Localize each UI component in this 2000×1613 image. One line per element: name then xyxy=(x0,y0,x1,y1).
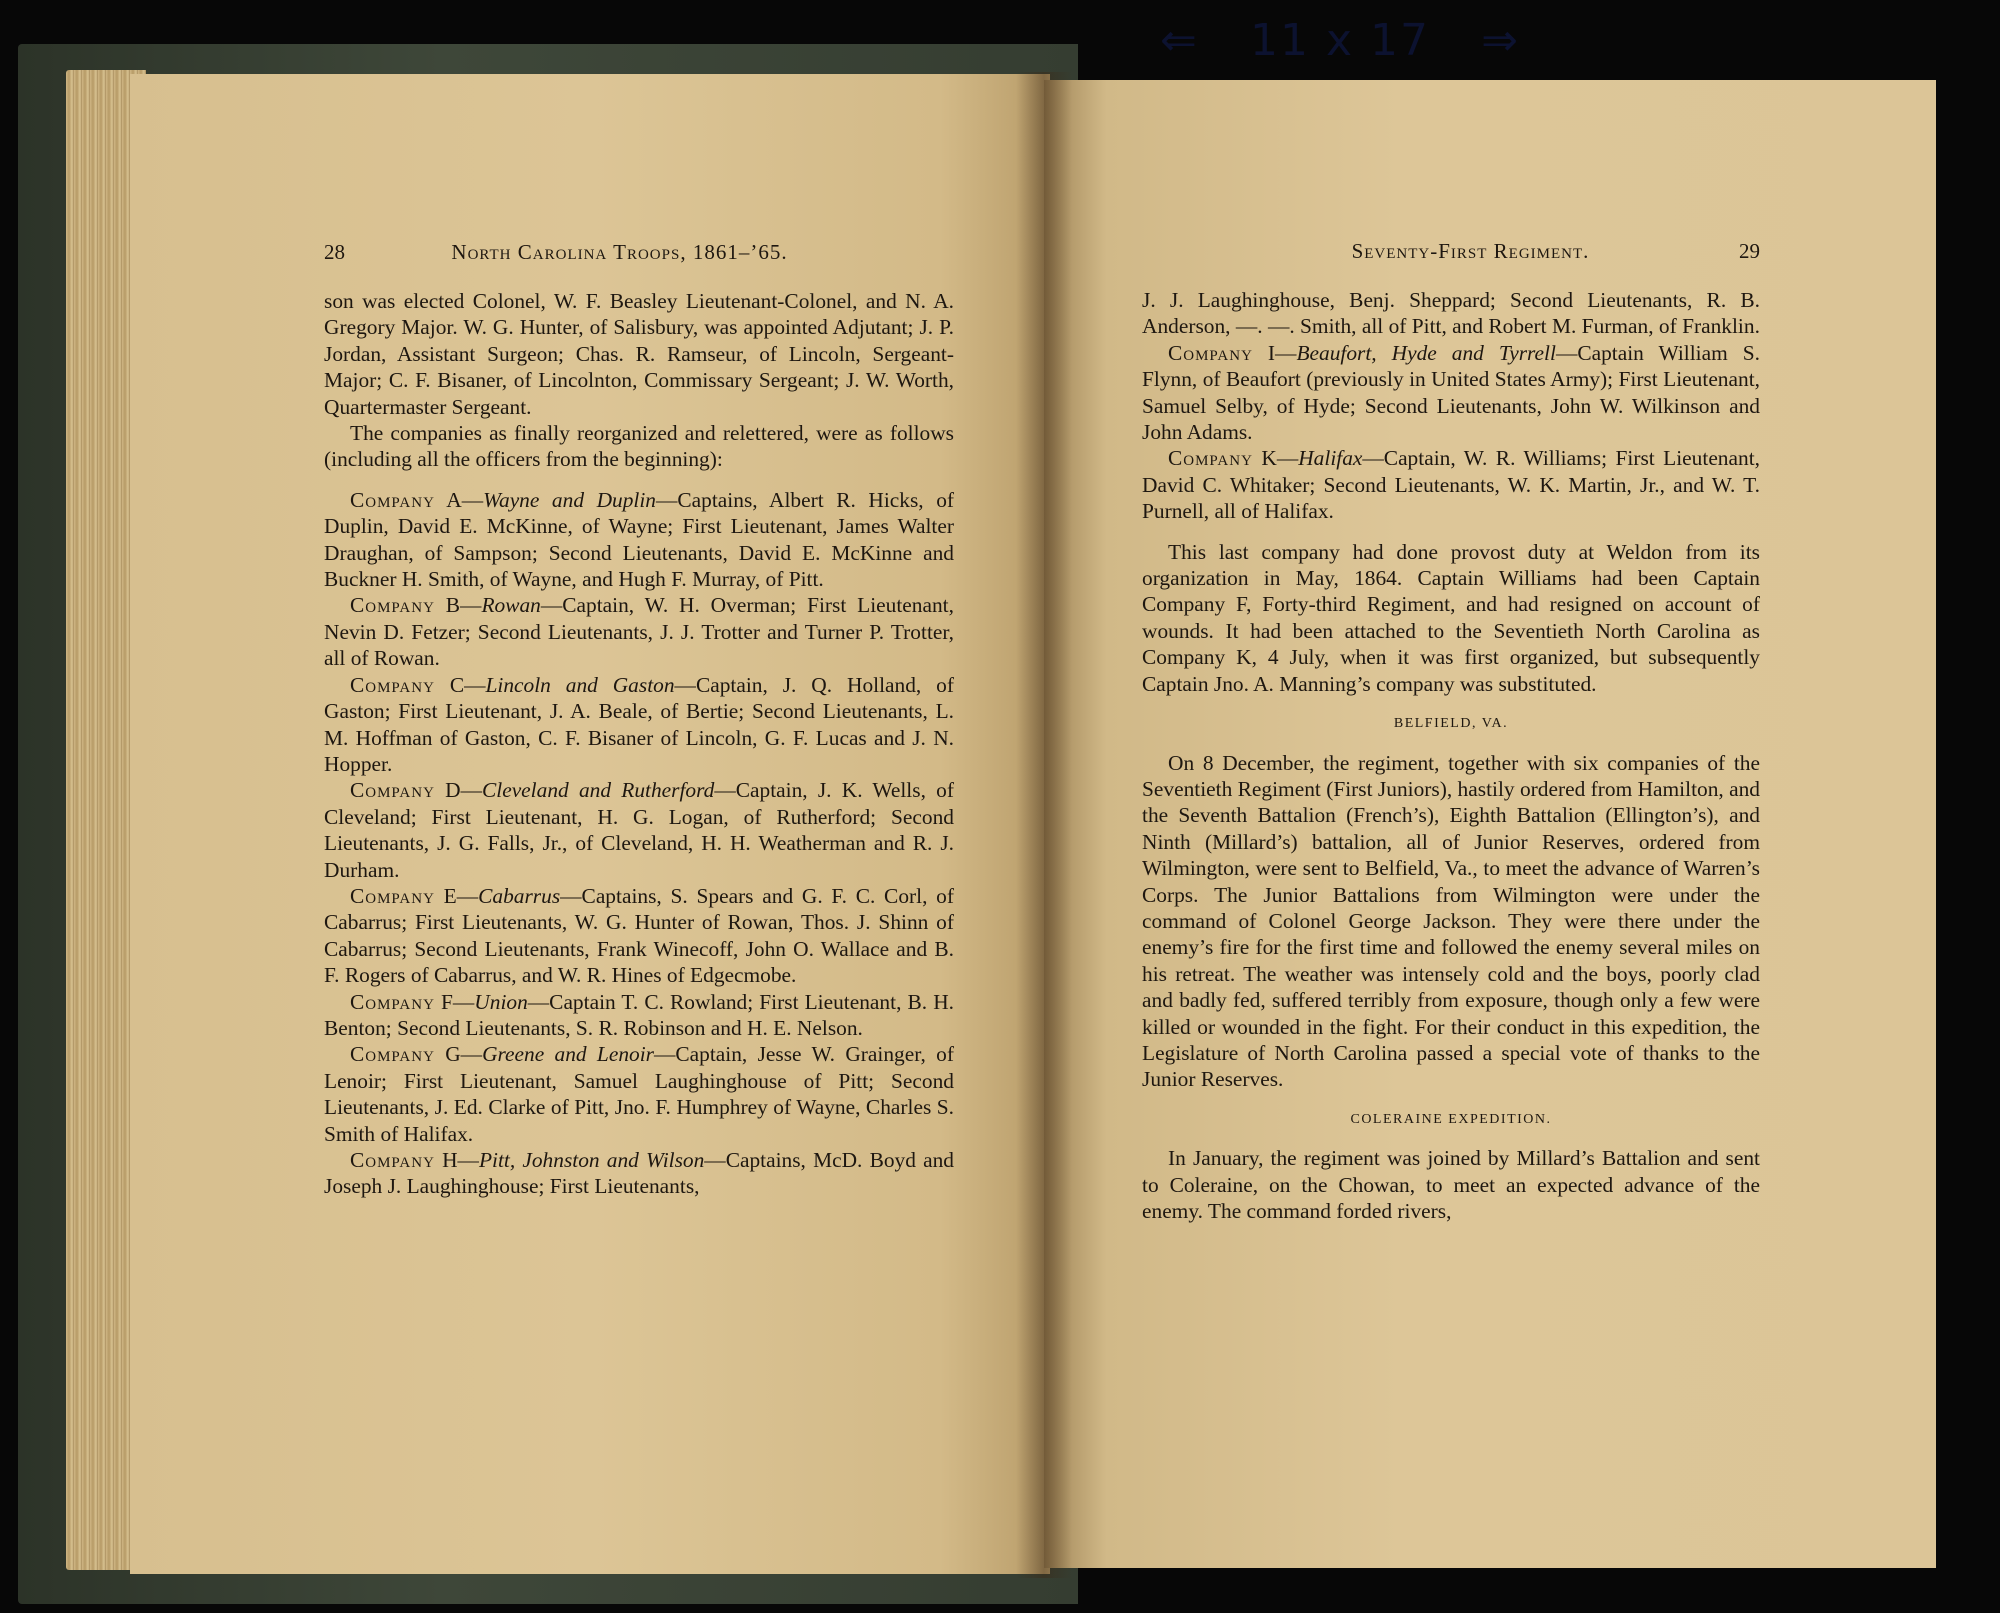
book-gutter xyxy=(1016,72,1072,1578)
company-place: Rowan xyxy=(481,593,541,618)
company-text: —Captain, J. K. Wells, of Cleveland; First Lieutenant, H. G. Logan, of Rutherford; Second Lieutenants, J. G. Falls, Jr., of Cleveland, H. H. Weatherman and R. J. Durham. xyxy=(324,778,954,882)
company-label: Company xyxy=(350,487,435,512)
company-place: Wayne and Duplin xyxy=(483,487,657,512)
company-entry xyxy=(324,777,954,883)
company-letter: A— xyxy=(446,487,484,512)
scan-size-text: 11 x 17 xyxy=(1250,14,1430,66)
page-number: 28 xyxy=(324,240,345,264)
company-letter: C— xyxy=(449,672,486,697)
company-text: —Captains, McD. Boyd and Joseph J. Laughinghouse; First Lieutenants, xyxy=(324,1148,954,1199)
company-text: —Captain William S. Flynn, of Beaufort (previously in United States Army); First Lieutenant, Samuel Selby, of Hyde; Second Lieutenants, John W. Wilkinson and John Adams. xyxy=(1142,340,1760,445)
company-entry xyxy=(324,487,954,593)
company-entry xyxy=(324,883,954,989)
left-page xyxy=(130,74,1050,1574)
running-title: North Carolina Troops, 1861–’65. xyxy=(451,240,788,264)
company-letter: D— xyxy=(445,778,482,803)
company-letter: I— xyxy=(1267,340,1297,365)
left-arrow-icon: ⇐ xyxy=(1160,14,1199,66)
company-text: —Captains, S. Spears and G. F. C. Corl, of Cabarrus; First Lieutenants, W. G. Hunter of Rowan, Thos. J. Shinn of Cabarrus; Second Lieutenants, Frank Winecoff, John O. Wallace and B. F. Rogers of Cabarrus, and W. R. Hines of Edgecmobe. xyxy=(324,883,954,988)
page-number: 29 xyxy=(1739,239,1760,263)
company-label: Company xyxy=(350,672,435,697)
right-arrow-icon: ⇒ xyxy=(1481,14,1520,66)
paragraph: The companies as finally reorganized and relettered, were as follows (including all the officers from the beginning): xyxy=(324,421,954,472)
paragraph: J. J. Laughinghouse, Benj. Sheppard; Second Lieutenants, R. B. Anderson, —. —. Smith, all of Pitt, and Robert M. Furman, of Franklin. xyxy=(1142,288,1760,339)
company-place: Union xyxy=(474,989,528,1014)
company-letter: E— xyxy=(443,883,479,908)
company-text: —Captain, J. Q. Holland, of Gaston; First Lieutenant, J. A. Beale, of Bertie; Second Lieutenants, L. M. Hoffman of Gaston, C. F. Bisaner of Lincoln, G. F. Lucas and J. N. Hopper. xyxy=(324,672,954,776)
section-heading-coleraine: COLERAINE EXPEDITION. xyxy=(1350,1111,1552,1127)
company-entry xyxy=(324,672,954,778)
company-label: Company xyxy=(350,883,435,908)
company-text: —Captain, W. H. Overman; First Lieutenant, Nevin D. Fetzer; Second Lieutenants, J. J. Trotter and Turner P. Trotter, all of Rowan. xyxy=(324,593,954,671)
right-text-column xyxy=(1142,287,1760,1224)
company-label: Company xyxy=(350,1042,435,1067)
company-label: Company xyxy=(350,778,435,803)
company-text: —Captain T. C. Rowland; First Lieutenant, B. H. Benton; Second Lieutenants, S. R. Robinson and H. E. Nelson. xyxy=(324,989,954,1040)
company-entry xyxy=(1142,340,1760,446)
left-running-head xyxy=(324,240,954,280)
company-place: Cabarrus xyxy=(478,883,561,908)
right-page xyxy=(1044,80,1936,1568)
company-place: Beaufort, Hyde and Tyrrell xyxy=(1296,340,1556,365)
company-label: Company xyxy=(350,1148,435,1172)
company-label: Company xyxy=(350,989,435,1014)
company-place: Pitt, Johnston and Wilson xyxy=(478,1148,705,1172)
left-text-column xyxy=(324,288,954,1200)
company-entry xyxy=(1142,445,1760,524)
company-label: Company xyxy=(1168,340,1253,365)
company-text: —Captain, W. R. Williams; First Lieutenant, David C. Whitaker; Second Lieutenants, W. K. Martin, Jr., and W. T. Purnell, all of Halifax. xyxy=(1142,446,1760,524)
section-heading-belfield: BELFIELD, VA. xyxy=(1393,716,1509,732)
company-text: —Captain, Jesse W. Grainger, of Lenoir; First Lieutenant, Samuel Laughinghouse of Pitt; Second Lieutenants, J. Ed. Clarke of Pitt, Jno. F. Humphrey of Wayne, Charles S. Smith of Halifax. xyxy=(324,1042,954,1146)
company-place: Cleveland and Rutherford xyxy=(481,778,715,803)
company-label: Company xyxy=(350,593,435,618)
paragraph: son was elected Colonel, W. F. Beasley Lieutenant-Colonel, and N. A. Gregory Major. W. G. Hunter, of Salisbury, was appointed Adjutant; J. P. Jordan, Assistant Surgeon; Chas. R. Ramseur, of Lincoln, Sergeant-Major; C. F. Bisaner, of Lincolnton, Commissary Sergeant; J. W. Worth, Quartermaster Sergeant. xyxy=(324,289,954,419)
company-letter: H— xyxy=(442,1148,479,1172)
company-entry xyxy=(324,989,954,1042)
company-label: Company xyxy=(1168,446,1253,471)
company-place: Halifax xyxy=(1298,446,1363,471)
paragraph: On 8 December, the regiment, together with six companies of the Seventieth Regiment (First Juniors), hastily ordered from Hamilton, and the Seventh Battalion (French’s), Eighth Battalion (Ellington’s), and Ninth (Millard’s) battalion, all of Junior Reserves, ordered from Wilmington, were sent to Belfield, Va., to meet the advance of Warren’s Corps. The Junior Battalions from Wilmington were under the command of Colonel George Jackson. They were there under the enemy’s fire for the first time and followed the enemy several miles on his retreat. The weather was intensely cold and the boys, poorly clad and badly fed, suffered terribly from exposure, though only a few were killed or wounded in the fight. For their conduct in this expedition, the Legislature of North Carolina passed a special vote of thanks to the Junior Reserves. xyxy=(1142,750,1760,1092)
company-letter: F— xyxy=(441,989,475,1014)
company-text: —Captains, Albert R. Hicks, of Duplin, David E. McKinne, of Wayne; First Lieutenant, James Walter Draughan, of Sampson; Second Lieutenants, David E. McKinne and Buckner H. Smith, of Wayne, and Hugh F. Murray, of Pitt. xyxy=(324,487,955,592)
scanner-size-label xyxy=(1160,14,1520,66)
company-place: Lincoln and Gaston xyxy=(485,672,675,697)
company-entry xyxy=(324,1147,954,1200)
company-letter: G— xyxy=(445,1042,483,1067)
company-entry xyxy=(324,592,954,671)
company-entry xyxy=(324,1041,954,1147)
paragraph: In January, the regiment was joined by Millard’s Battalion and sent to Coleraine, on the Chowan, to meet an expected advance of the enemy. The command forded rivers, xyxy=(1142,1146,1760,1223)
right-running-head xyxy=(1142,239,1760,279)
company-letter: K— xyxy=(1261,446,1299,471)
running-title: Seventy-First Regiment. xyxy=(1351,239,1590,263)
paragraph: This last company had done provost duty at Weldon from its organization in May, 1864. Captain Williams had been Captain Company F, Forty-third Regiment, and had resigned on account of wounds. It had been attached to the Seventieth North Carolina as Company K, 4 July, when it was first organized, but subsequently Captain Jno. A. Manning’s company was substituted. xyxy=(1142,539,1760,696)
company-place: Greene and Lenoir xyxy=(482,1042,654,1067)
company-letter: B— xyxy=(445,593,482,618)
